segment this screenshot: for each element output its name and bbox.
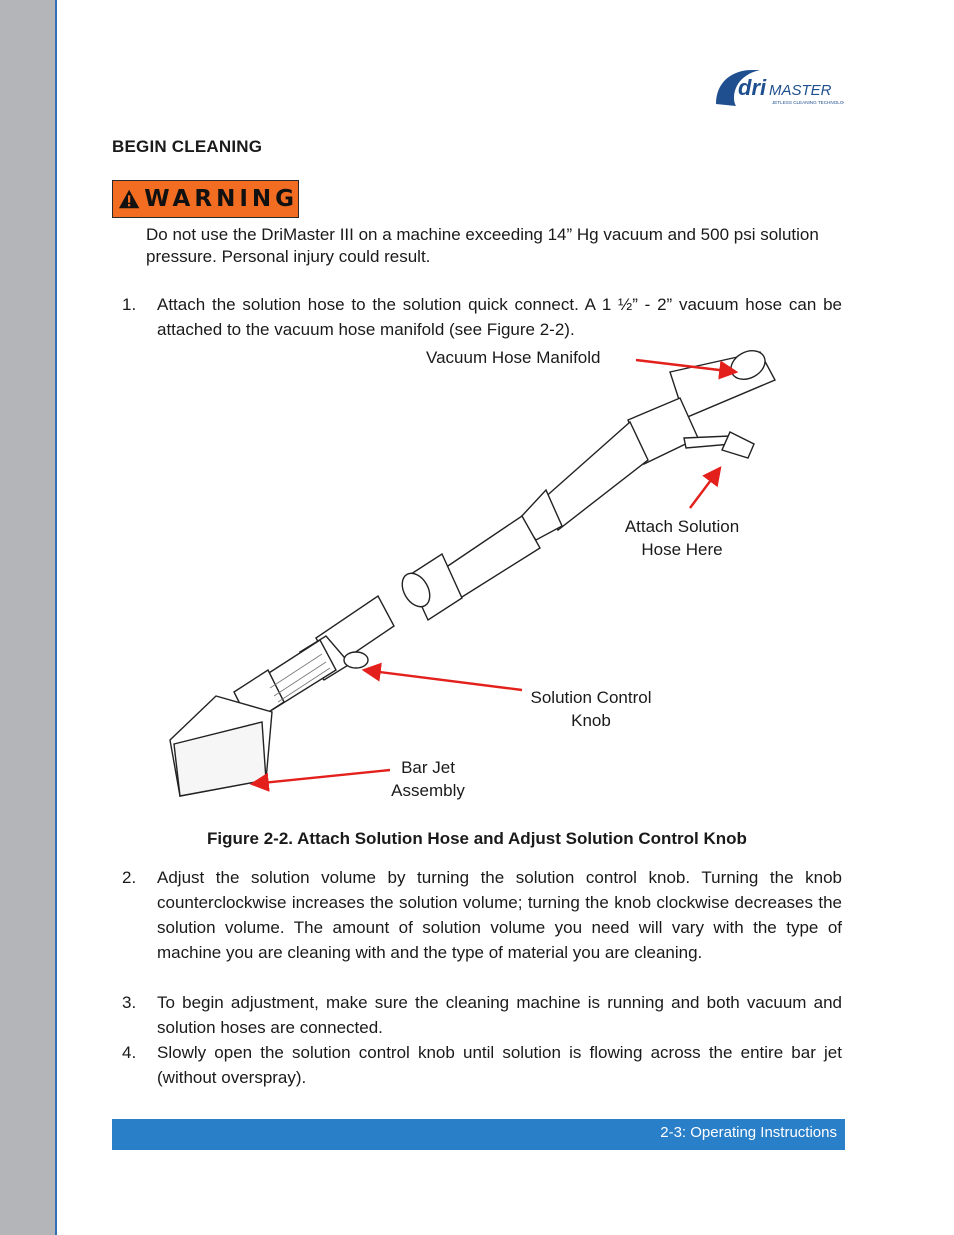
step-number: 4. [122,1043,137,1062]
figure-2-2 [150,340,840,820]
label-attach-solution-hose [612,515,752,561]
label-line: Solution Control [530,688,652,707]
figure-caption: Figure 2-2. Attach Solution Hose and Adjust Solution Control Knob [207,829,747,848]
label-line: Attach Solution [624,517,740,536]
step-text: Adjust the solution volume by turning the solution control knob. Turning the knob counterclockwise increases the solution volume; turning the knob clockwise decreases the solution volume. The amount of solution volume you need will vary with the type of machine you are cleaning with and the type of material you are cleaning. [157,868,842,962]
step-3 [122,990,842,1040]
step-text: Slowly open the solution control knob until solution is flowing across the entire bar jet (without overspray). [157,1043,842,1087]
step-2 [122,865,842,965]
warning-text: Do not use the DriMaster III on a machine exceeding 14” Hg vacuum and 500 psi solution pressure. Personal injury could result. [146,225,819,266]
label-solution-control-knob [520,686,662,732]
label-bar-jet-assembly [380,756,476,802]
footer-bar [112,1119,845,1150]
label-line: Knob [571,711,611,730]
svg-text:MASTER: MASTER [769,82,832,99]
label-vacuum-hose-manifold: Vacuum Hose Manifold [426,348,601,367]
step-text: To begin adjustment, make sure the cleaning machine is running and both vacuum and solution hoses are connected. [157,993,842,1037]
step-number: 1. [122,295,137,314]
step-4 [122,1040,842,1090]
svg-text:dri: dri [738,75,767,100]
warning-triangle-icon [118,188,140,210]
svg-text:JETLESS CLEANING TECHNOLOGY: JETLESS CLEANING TECHNOLOGY [772,100,844,105]
label-line: Hose Here [641,540,723,559]
step-number: 2. [122,868,137,887]
wand-illustration [150,340,840,820]
footer-section-label: 2-3: Operating Instructions [660,1124,837,1141]
warning-label: WARNING [144,186,298,212]
step-1 [122,292,842,342]
label-line: Bar Jet [401,758,455,777]
step-number: 3. [122,993,137,1012]
drimaster-logo [712,62,844,112]
step-text: Attach the solution hose to the solution quick connect. A 1 ½” - 2” vacuum hose can be attached to the vacuum hose manifold (see Figure 2-2). [157,295,842,339]
left-sidebar-band [0,0,57,1235]
section-title: BEGIN CLEANING [112,137,263,156]
warning-badge [112,180,299,218]
label-line: Assembly [391,781,465,800]
